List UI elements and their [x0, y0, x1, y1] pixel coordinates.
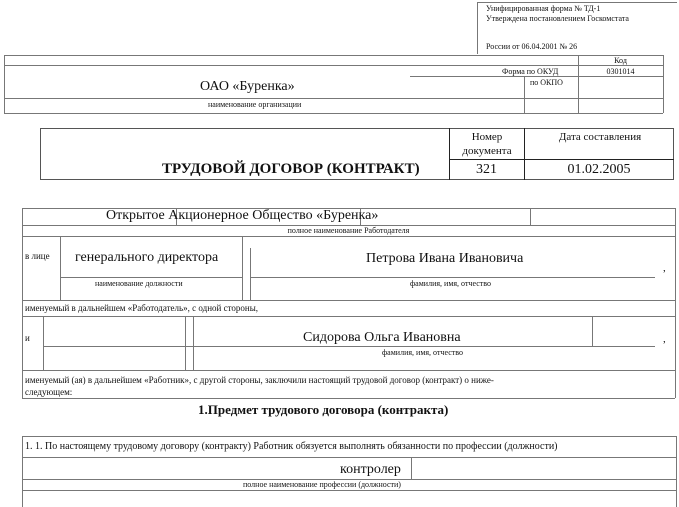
section1-line-2 [22, 457, 677, 458]
section1-left-border [22, 436, 23, 507]
doc-title: ТРУДОВОЙ ДОГОВОР (КОНТРАКТ) [162, 161, 420, 177]
employer-position-caption: наименование должности [95, 279, 183, 288]
profession-caption: полное наименование профессии (должности) [243, 480, 401, 489]
org-name: ОАО «Буренка» [200, 79, 295, 94]
employer-caption-line [22, 236, 675, 237]
employee-vline-a [43, 316, 44, 370]
org-caption: наименование организации [208, 100, 302, 109]
okpo-label: по ОКПО [530, 78, 563, 87]
employer-clause-line [22, 316, 675, 317]
employee-person-underline [43, 346, 655, 347]
employee-clause-line2: следующем: [25, 387, 73, 397]
header-line-2 [4, 65, 663, 66]
employer-clause: именуемый в дальнейшем «Работодатель», с одной стороны, [25, 303, 259, 313]
form-ref-border [477, 2, 478, 54]
okud-value: 0301014 [606, 67, 635, 76]
employer-full-name-caption: полное наименование Работодателя [287, 226, 410, 235]
employer-sep-3 [530, 208, 531, 225]
header-line-bottom [4, 113, 663, 114]
header-right-border [663, 55, 664, 113]
section1-top-line [22, 436, 677, 437]
okud-label: Форма по ОКУД [502, 67, 559, 76]
section1-line-4 [22, 490, 677, 491]
i-label: и [25, 333, 30, 343]
header-line-3 [410, 76, 663, 77]
header-line-4 [4, 98, 663, 99]
doc-hline [449, 159, 674, 160]
employer-block-bottom [22, 300, 675, 301]
doc-number-header: Номер документа [462, 131, 512, 157]
form-ref-line2: Утверждена постановлением Госкомстата [486, 14, 629, 23]
form-ref-top-border [477, 2, 677, 3]
form-ref-line3: России от 06.04.2001 № 26 [486, 42, 578, 51]
employee-vline-c [193, 316, 194, 370]
v-litse-label: в лице [25, 251, 50, 261]
header-line-top [4, 55, 663, 56]
employee-person-comma: , [663, 333, 666, 345]
employee-block-bottom [22, 370, 675, 371]
employer-vline-b [242, 236, 243, 300]
employer-full-name: Открытое Акционерное Общество «Буренка» [106, 208, 379, 223]
employer-vline-a [60, 236, 61, 300]
employee-vline-d [592, 316, 593, 346]
employer-position-underline [60, 277, 242, 278]
employer-person: Петрова Ивана Ивановича [366, 251, 524, 266]
employee-clause-line1: именуемый (ая) в дальнейшем «Работник», с другой стороны, заключили настоящий трудовой договор (контракт) о ниже- [25, 375, 494, 385]
doc-date: 01.02.2005 [567, 162, 631, 177]
code-label: Код [614, 56, 627, 65]
employee-person: Сидорова Ольга Ивановна [303, 330, 461, 345]
employer-person-caption: фамилия, имя, отчество [410, 279, 491, 288]
employer-vline-c [250, 248, 251, 300]
employee-clause-bottom [22, 398, 675, 399]
form-ref-line1: Унифицированная форма № ТД-1 [486, 4, 601, 13]
header-vline-1 [524, 76, 525, 113]
section1-vline [411, 457, 412, 479]
section1-item-1-1: 1. 1. По настоящему трудовому договору (контракту) Работник обязуется выполнять обязанности по профессии (должности) [25, 441, 558, 452]
employer-position: генерального директора [75, 250, 219, 265]
employee-vline-b [185, 316, 186, 370]
profession: контролер [340, 462, 401, 477]
party-right-border [675, 208, 676, 398]
employee-person-caption: фамилия, имя, отчество [382, 348, 463, 357]
section1-right-border [676, 436, 677, 507]
section1-heading: 1.Предмет трудового договора (контракта) [198, 402, 449, 417]
doc-date-header: Дата составления [558, 131, 642, 143]
doc-number: 321 [476, 162, 497, 177]
header-left-border [4, 55, 5, 113]
employer-person-underline [250, 277, 655, 278]
employer-person-comma: , [663, 262, 666, 274]
